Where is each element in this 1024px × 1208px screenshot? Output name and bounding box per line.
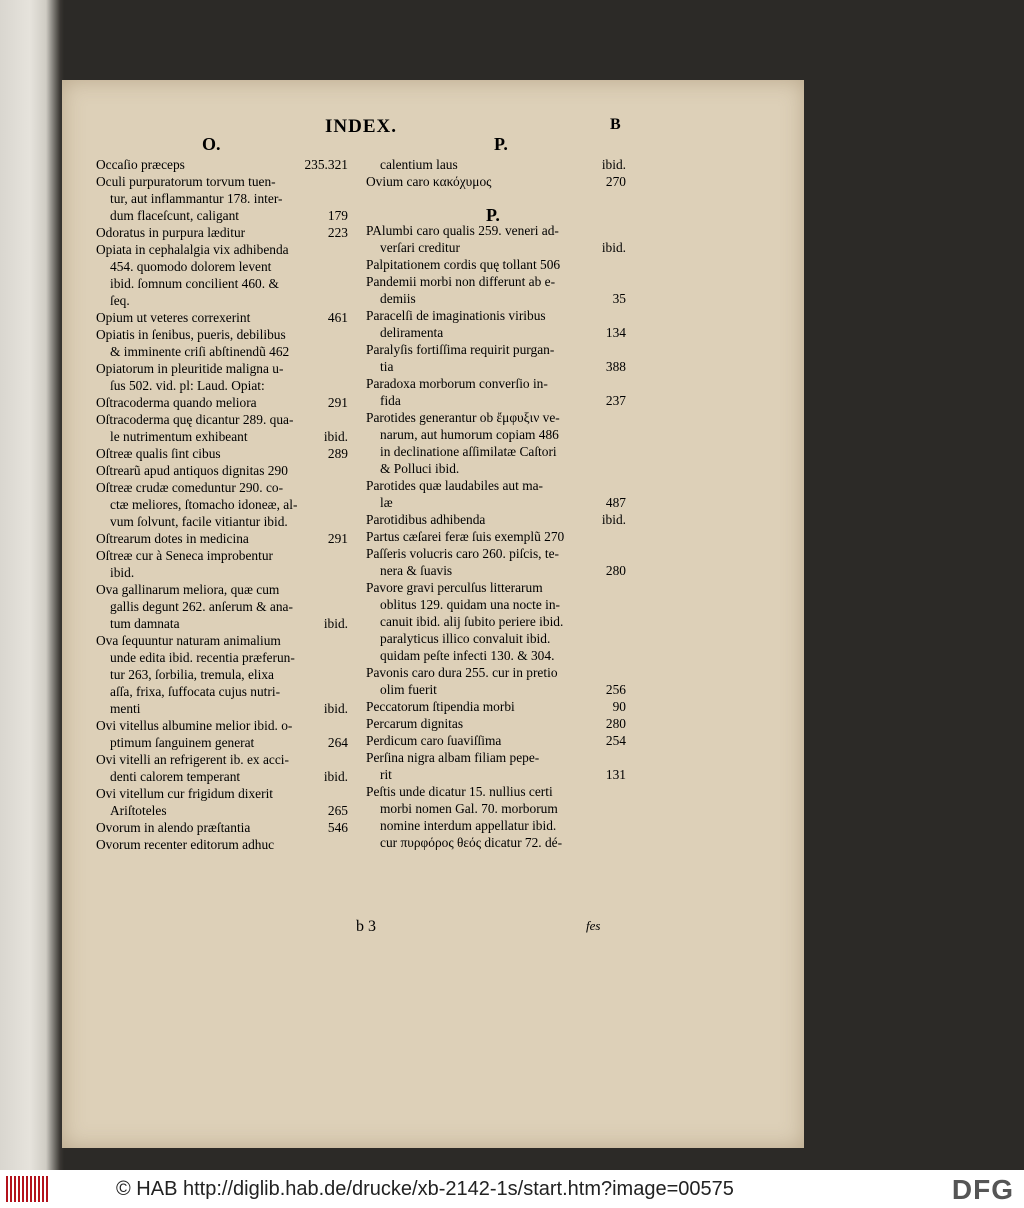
index-entry-text: Peſtis unde dicatur 15. nullius certi — [366, 784, 553, 799]
index-entry-line — [366, 341, 626, 358]
section-letter-o: O. — [202, 134, 221, 154]
index-entry-line — [96, 513, 348, 530]
index-entry-text: Opiata in cephalalgia vix adhibenda — [96, 242, 289, 257]
index-entry-line — [366, 375, 626, 392]
index-entry-text: fida — [380, 393, 401, 408]
index-entry-line — [366, 783, 626, 800]
index-entry-line — [366, 545, 626, 562]
index-entry-line — [366, 596, 626, 613]
index-entry-line — [366, 715, 626, 732]
index-entry-line — [96, 581, 348, 598]
index-entry-line — [366, 528, 626, 545]
index-entry-line — [366, 256, 626, 273]
index-entry-line — [366, 307, 626, 324]
index-entry-line — [96, 343, 348, 360]
index-entry-text: nomine interdum appellatur ibid. — [380, 818, 557, 833]
index-entry-text: & Polluci ibid. — [380, 461, 460, 476]
index-entry-text: canuit ibid. alij ſubito periere ibid. — [380, 614, 564, 629]
index-entry-text: Pavonis caro dura 255. cur in pretio — [366, 665, 558, 680]
index-entry-line — [366, 392, 626, 409]
index-entry-line — [96, 411, 348, 428]
index-entry-line — [96, 258, 348, 275]
index-entry-line — [96, 190, 348, 207]
index-entry-text: Partus cæſarei feræ ſuis exemplũ 270 — [366, 529, 565, 544]
index-entry-line — [366, 579, 626, 596]
index-entry-line — [366, 817, 626, 834]
index-entry-line — [366, 681, 626, 698]
index-entry-line — [366, 443, 626, 460]
index-entry-line — [96, 479, 348, 496]
index-entry-line — [366, 647, 626, 664]
index-entry-text: ibid. — [110, 565, 135, 580]
index-entry-line — [366, 426, 626, 443]
section-letter-p-continued: P. — [494, 134, 508, 154]
index-entry-line — [96, 275, 348, 292]
index-entry-text: aſſa, frixa, ſuffocata cujus nutri- — [110, 684, 281, 699]
index-entry-text: dum flaceſcunt, caligant — [110, 208, 240, 223]
index-entry-page: 270 — [605, 174, 626, 189]
index-entry-line — [96, 292, 348, 309]
index-entry-line — [96, 649, 348, 666]
index-entry-line — [366, 409, 626, 426]
index-entry-text: ſeq. — [110, 293, 130, 308]
index-entry-page: 131 — [605, 767, 626, 782]
index-entry-line — [366, 800, 626, 817]
index-entry-line — [366, 664, 626, 681]
index-entry-line — [366, 460, 626, 477]
index-entry-line — [96, 717, 348, 734]
index-entry-page: 35 — [612, 291, 626, 306]
index-entry-line — [96, 445, 348, 462]
index-entry-text: & imminente criſi abſtinendũ 462 — [110, 344, 290, 359]
index-entry-line — [366, 173, 626, 190]
index-entry-text: Perdicum caro ſuaviſſima — [366, 733, 502, 748]
index-entry-text: rit — [380, 767, 392, 782]
index-entry-text: tum damnata — [110, 616, 180, 631]
index-entry-line — [366, 324, 626, 341]
index-entry-line — [96, 241, 348, 258]
index-entry-text: calentium laus — [380, 157, 458, 172]
index-entry-text: olim fuerit — [380, 682, 437, 697]
index-entry-text: narum, aut humorum copiam 486 — [380, 427, 559, 442]
index-entry-text: Ovorum in alendo præſtantia — [96, 820, 251, 835]
index-entry-text: Oſtrearũ apud antiquos dignitas 290 — [96, 463, 288, 478]
index-entry-text: gallis degunt 262. anſerum & ana- — [110, 599, 293, 614]
index-entry-page: 134 — [605, 325, 626, 340]
index-entry-text: Ova ſequuntur naturam animalium — [96, 633, 281, 648]
footer-copyright-url[interactable]: © HAB http://diglib.hab.de/drucke/xb-2142-1s/start.htm?image=00575 — [116, 1177, 734, 1200]
index-entry-page: 264 — [327, 735, 348, 750]
index-entry-text: in declinatione aſſimilatæ Caſtori — [380, 444, 557, 459]
index-column-left — [96, 156, 348, 853]
index-entry-page: ibid. — [601, 512, 626, 527]
index-entry-line — [96, 683, 348, 700]
index-entry-text: Oſtrearum dotes in medicina — [96, 531, 249, 546]
index-entry-line — [96, 360, 348, 377]
index-entry-text: Parotides generantur ob ἔμφυξιν ve- — [366, 410, 560, 425]
index-entry-text: cur πυρφόρος θεός dicatur 72. dé- — [380, 835, 563, 850]
index-entry-text: deliramenta — [380, 325, 444, 340]
index-entry-text: Pandemii morbi non differunt ab e- — [366, 274, 556, 289]
index-entry-text: Paracelſi de imaginationis viribus — [366, 308, 546, 323]
index-entry-line — [96, 666, 348, 683]
index-entry-line — [366, 749, 626, 766]
footer-bar — [0, 1170, 1024, 1208]
index-entry-text: Ovi vitellum cur frigidum dixerit — [96, 786, 274, 801]
index-entry-line — [366, 698, 626, 715]
index-entry-text: ſus 502. vid. pl: Laud. Opiat: — [110, 378, 265, 393]
index-entry-page: ibid. — [601, 240, 626, 255]
index-entry-line — [96, 768, 348, 785]
index-entry-text: Occaſio præceps — [96, 157, 185, 172]
index-entry-line — [366, 766, 626, 783]
index-entry-line — [96, 785, 348, 802]
index-entry-line — [366, 732, 626, 749]
index-entry-line — [96, 173, 348, 190]
index-entry-text: Odoratus in purpura læditur — [96, 225, 246, 240]
index-entry-text: ctæ meliores, ſtomacho idoneæ, al- — [110, 497, 298, 512]
index-entry-text: Ovi vitelli an refrigerent ib. ex acci- — [96, 752, 289, 767]
index-entry-line — [366, 613, 626, 630]
index-entry-line — [366, 511, 626, 528]
index-entry-line — [96, 224, 348, 241]
index-entry-line — [96, 377, 348, 394]
index-entry-text: tia — [380, 359, 394, 374]
index-entry-text: Oſtracoderma quę dicantur 289. qua- — [96, 412, 294, 427]
index-entry-page: 235.321 — [304, 157, 348, 172]
index-entry-page: ibid. — [323, 616, 348, 631]
section-letter-p: P. — [486, 205, 500, 225]
index-entry-line — [96, 615, 348, 632]
index-entry-page: 254 — [605, 733, 626, 748]
index-entry-text: Ovium caro κακόχυμος — [366, 174, 492, 189]
index-entry-text: Opiatis in ſenibus, pueris, debilibus — [96, 327, 286, 342]
index-entry-text: 454. quomodo dolorem levent — [110, 259, 272, 274]
index-column-right-top — [366, 156, 626, 190]
index-entry-text: unde edita ibid. recentia præferun- — [110, 650, 295, 665]
index-entry-text: ibid. ſomnum concilient 460. & — [110, 276, 279, 291]
index-entry-text: Oſtreæ crudæ comeduntur 290. co- — [96, 480, 284, 495]
index-entry-text: vum ſolvunt, facile vitiantur ibid. — [110, 514, 288, 529]
index-entry-page: ibid. — [323, 769, 348, 784]
index-entry-text: quidam peſte infecti 130. & 304. — [380, 648, 555, 663]
index-entry-page: 223 — [327, 225, 348, 240]
index-entry-line — [96, 462, 348, 479]
index-entry-page: ibid. — [323, 701, 348, 716]
index-entry-line — [96, 326, 348, 343]
index-entry-page: 265 — [327, 803, 348, 818]
index-entry-text: nera & ſuavis — [380, 563, 453, 578]
index-entry-line — [96, 751, 348, 768]
index-entry-line — [96, 156, 348, 173]
index-entry-line — [366, 290, 626, 307]
index-entry-text: Oſtreæ qualis ſint cibus — [96, 446, 221, 461]
index-entry-line — [96, 547, 348, 564]
index-entry-text: læ — [380, 495, 393, 510]
index-entry-text: le nutrimentum exhibeant — [110, 429, 248, 444]
index-entry-line — [96, 632, 348, 649]
signature-mark: b 3 — [356, 918, 376, 935]
index-entry-text: Perſina nigra albam filiam pepe- — [366, 750, 540, 765]
index-entry-line — [96, 802, 348, 819]
index-entry-page: 546 — [327, 820, 348, 835]
index-entry-page: 90 — [612, 699, 626, 714]
index-entry-line — [366, 273, 626, 290]
index-entry-line — [96, 598, 348, 615]
index-entry-text: Parotides quæ laudabiles aut ma- — [366, 478, 544, 493]
index-entry-text: Ariſtoteles — [110, 803, 167, 818]
index-entry-text: Paſſeris volucris caro 260. piſcis, te- — [366, 546, 560, 561]
index-entry-page: 461 — [327, 310, 348, 325]
index-entry-line — [96, 700, 348, 717]
index-entry-text: Ova gallinarum meliora, quæ cum — [96, 582, 280, 597]
index-entry-line — [96, 496, 348, 513]
index-entry-line — [96, 819, 348, 836]
index-entry-line — [96, 836, 348, 853]
index-entry-line — [96, 734, 348, 751]
index-entry-text: Ovorum recenter editorum adhuc — [96, 837, 275, 852]
index-entry-line — [366, 358, 626, 375]
index-entry-text: morbi nomen Gal. 70. morborum — [380, 801, 558, 816]
page-folio: B — [610, 116, 622, 133]
index-entry-text: Peccatorum ſtipendia morbi — [366, 699, 515, 714]
index-entry-text: Opiatorum in pleuritide maligna u- — [96, 361, 284, 376]
index-entry-page: 388 — [605, 359, 626, 374]
index-entry-text: paralyticus illico convaluit ibid. — [380, 631, 551, 646]
index-entry-line — [366, 630, 626, 647]
index-entry-text: Parotidibus adhibenda — [366, 512, 486, 527]
index-entry-line — [96, 207, 348, 224]
index-entry-line — [366, 562, 626, 579]
index-entry-page: ibid. — [323, 429, 348, 444]
index-entry-line — [366, 834, 626, 851]
index-entry-page: 179 — [327, 208, 348, 223]
index-entry-text: Percarum dignitas — [366, 716, 464, 731]
index-entry-text: Oculi purpuratorum torvum tuen- — [96, 174, 276, 189]
running-head: INDEX. — [325, 116, 397, 137]
index-entry-page: 256 — [605, 682, 626, 697]
index-entry-page: 289 — [327, 446, 348, 461]
index-entry-text: Paralyſis fortiſſima requirit purgan- — [366, 342, 555, 357]
index-entry-text: Oſtracoderma quando meliora — [96, 395, 257, 410]
index-entry-text: Palpitationem cordis quę tollant 506 — [366, 257, 561, 272]
index-entry-text: ptimum ſanguinem generat — [110, 735, 255, 750]
dfg-logo: DFG — [951, 1174, 1014, 1205]
hab-logo-icon — [6, 1174, 48, 1204]
index-entry-text: Ovi vitellus albumine melior ibid. o- — [96, 718, 293, 733]
index-entry-page: ibid. — [601, 157, 626, 172]
index-entry-page: 237 — [605, 393, 626, 408]
index-entry-text: Oſtreæ cur à Seneca improbentur — [96, 548, 273, 563]
index-entry-page: 487 — [605, 495, 626, 510]
index-entry-line — [96, 564, 348, 581]
index-entry-text: oblitus 129. quidam una nocte in- — [380, 597, 561, 612]
index-entry-page: 280 — [605, 716, 626, 731]
index-entry-text: tur, aut inflammantur 178. inter- — [110, 191, 283, 206]
index-entry-line — [96, 309, 348, 326]
index-entry-page: 291 — [327, 395, 348, 410]
index-entry-page: 291 — [327, 531, 348, 546]
index-entry-text: denti calorem temperant — [110, 769, 241, 784]
index-entry-line — [366, 239, 626, 256]
index-entry-page: 280 — [605, 563, 626, 578]
index-entry-line — [366, 222, 626, 239]
index-entry-line — [96, 428, 348, 445]
index-entry-line — [96, 530, 348, 547]
index-entry-text: Opium ut veteres correxerint — [96, 310, 251, 325]
index-entry-text: PAlumbi caro qualis 259. veneri ad- — [366, 223, 559, 238]
index-entry-line — [366, 494, 626, 511]
index-entry-text: menti — [110, 701, 141, 716]
index-entry-text: Pavore gravi perculſus litterarum — [366, 580, 543, 595]
index-entry-text: demiis — [380, 291, 416, 306]
index-entry-line — [366, 477, 626, 494]
index-entry-line — [366, 156, 626, 173]
index-entry-text: tur 263, ſorbilia, tremula, elixa — [110, 667, 274, 682]
index-entry-text: verſari creditur — [380, 240, 460, 255]
index-entry-text: Paradoxa morborum converſio in- — [366, 376, 548, 391]
index-entry-line — [96, 394, 348, 411]
catchword: fes — [586, 918, 601, 933]
index-column-right — [366, 222, 626, 851]
